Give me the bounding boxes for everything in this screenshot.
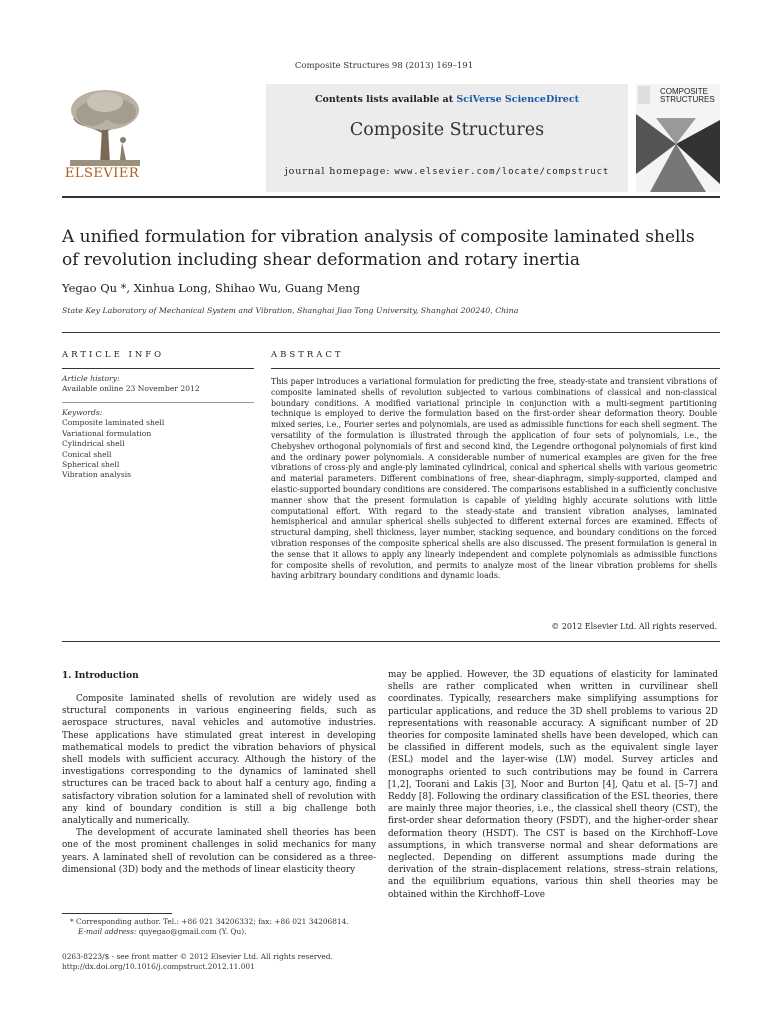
homepage-prefix: journal homepage:: [284, 166, 395, 177]
introduction-heading: 1. Introduction: [62, 671, 139, 681]
cover-title: [660, 88, 715, 104]
sciverse-link[interactable]: SciVerse ScienceDirect: [456, 94, 580, 105]
keywords-divider: [62, 402, 254, 403]
intro-paragraph: The development of accurate laminated shell theories has been one of the most prominent challenges in solid mechanics for many years. A laminated shell of revolution can be considered as a three-dimensional (3D) body and the methods of linear elasticity theory: [62, 828, 376, 875]
header-divider: [62, 332, 720, 333]
article-info-divider: [62, 368, 254, 369]
journal-homepage: [266, 166, 628, 177]
intro-column-right: [388, 669, 718, 901]
homepage-link[interactable]: www.elsevier.com/locate/compstruct: [394, 167, 610, 177]
corresponding-author: * Corresponding author. Tel.: +86 021 34206332; fax: +86 021 34206814.: [70, 917, 349, 926]
elsevier-tree-icon: [62, 84, 148, 170]
keyword-item: Cylindrical shell: [62, 439, 125, 449]
doi-link[interactable]: http://dx.doi.org/10.1016/j.compstruct.2012.11.001: [62, 962, 255, 972]
article-title: A unified formulation for vibration analysis of composite laminated shells of revolution including shear deformation and rotary inertia: [62, 227, 695, 270]
email-line: [62, 927, 382, 937]
abstract-text: This paper introduces a variational formulation for predicting the free, steady-state and transient vibrations of composite laminated shells of revolution subjected to various combinations of classical and non-classical boundary conditions. A modified variational principle in conjunction with a multi-segment partitioning technique is employed to derive the formulation based on the first-order shear deformation theory. Double mixed series, i.e., Fourier series and polynomials, are used as admissible functions for each shell segment. The versatility of the formulation is illustrated through the application of four sets of polynomials, i.e., the Chebyshev orthogonal polynomials of first and second kind, the Legendre orthogonal polynomials of first kind and the ordinary power polynomials. A considerable number of numerical examples are given for the free vibrations of cross-ply and angle-ply laminated cylindrical, conical and spherical shells with various geometric and material parameters. Different combinations of free, shear-diaphragm, simply-supported, clamped and elastic-supported boundary conditions are considered. The comparisons established in a sufficiently conclusive manner show that the present formulation is capable of yielding highly accurate solutions with little computational effort. With regard to the steady-state and transient vibration analyses, laminated hemispherical and annular spherical shells subjected to different external forces are examined. Effects of structural damping, shell thickness, layer number, stacking sequence, and boundary conditions on the forced vibration responses of the composite spherical shells are also discussed. The present formulation is general in the sense that it allows to apply any linearly independent and complete polynomials as admissible functions for composite shells of revolution, and permits to analyze most of the linear vibration problems for shells having arbitrary boundary conditions and dynamic loads.: [271, 377, 717, 581]
abstract-divider: [271, 368, 720, 369]
cover-title-line-1: COMPOSITE: [660, 87, 709, 96]
abstract-heading: ABSTRACT: [271, 350, 344, 360]
masthead-divider: [62, 196, 720, 198]
intro-paragraph: may be applied. However, the 3D equations of elasticity for laminated shells are rather complicated when written in curvilinear shell coordinates. Typically, researchers make simplifying assumptions for particular applications, and reduce the 3D shell problems to various 2D representations with reasonable accuracy. A significant number of 2D theories for composite laminated shells have been developed, which can be classified in different models, such as the equivalent single layer (ESL) model and the layer-wise (LW) model. Survey articles and monographs oriented to such contributions may be found in Carrera [1,2], Toorani and Lakis [3], Noor and Burton [4], Qatu et al. [5–7] and Reddy [8]. Following the ordinary classification of the ESL theories, there are mainly three major theories, i.e., the classical shell theory (CST), the first-order shear deformation theory (FSDT), and the higher-order shear deformation theory (HSDT). The CST is based on the Kirchhoff–Love assumptions, in which transverse normal and shear deformations are neglected. Depending on different assumptions made during the derivation of the strain–displacement relations, stress–strain relations, and the equilibrium equations, various thin shell theories may be obtained within the Kirchhoff–Love: [388, 670, 718, 900]
contents-prefix: Contents lists available at: [314, 94, 457, 105]
cover-title-line-2: STRUCTURES: [660, 95, 715, 104]
contents-line: [266, 94, 628, 105]
affiliation: State Key Laboratory of Mechanical System and Vibration, Shanghai Jiao Tong University, Shanghai 200240, China: [62, 306, 519, 315]
keyword-item: Conical shell: [62, 449, 112, 459]
intro-paragraph: Composite laminated shells of revolution are widely used as structural components in various engineering fields, such as aerospace structures, naval vehicles and automotive industries. These applications have stimulated great interest in developing mathematical models to predict the vibration behaviors of physical shell models with sufficient accuracy. Although the history of the investigations corresponding to the dynamics of laminated shell structures can be traced back to about half a century ago, finding a satisfactory vibration solution for a laminated shell of revolution with any kind of boundary condition is still a big challenge both analytically and numerically.: [62, 694, 376, 827]
keyword-item: Variational formulation: [62, 428, 152, 438]
intro-column-left: [62, 693, 376, 876]
journal-citation: Composite Structures 98 (2013) 169–191: [294, 61, 474, 71]
keyword-item: Composite laminated shell: [62, 418, 165, 428]
keywords-block: [62, 408, 252, 481]
author-list: Yegao Qu *, Xinhua Long, Shihao Wu, Guang Meng: [62, 281, 361, 295]
footnote-rule: [62, 913, 172, 914]
article-history: [62, 374, 252, 395]
front-matter: [62, 952, 462, 973]
email-label: E-mail address:: [78, 927, 139, 937]
journal-title: Composite Structures: [349, 120, 545, 140]
abstract-copyright: © 2012 Elsevier Ltd. All rights reserved.: [551, 622, 717, 631]
history-label: Article history:: [62, 374, 120, 383]
article-info-heading: ARTICLE INFO: [62, 350, 165, 360]
keyword-item: Spherical shell: [62, 460, 120, 470]
footnote: [62, 917, 382, 938]
keywords-label: Keywords:: [62, 408, 103, 417]
elsevier-wordmark: ELSEVIER: [64, 166, 140, 181]
email-link[interactable]: quyegao@gmail.com (Y. Qu).: [138, 927, 247, 937]
issn-line: 0263-8223/$ - see front matter © 2012 Elsevier Ltd. All rights reserved.: [62, 952, 333, 961]
keyword-item: Vibration analysis: [62, 470, 132, 480]
history-value: Available online 23 November 2012: [62, 384, 200, 394]
abstract-bottom-rule: [62, 641, 720, 642]
